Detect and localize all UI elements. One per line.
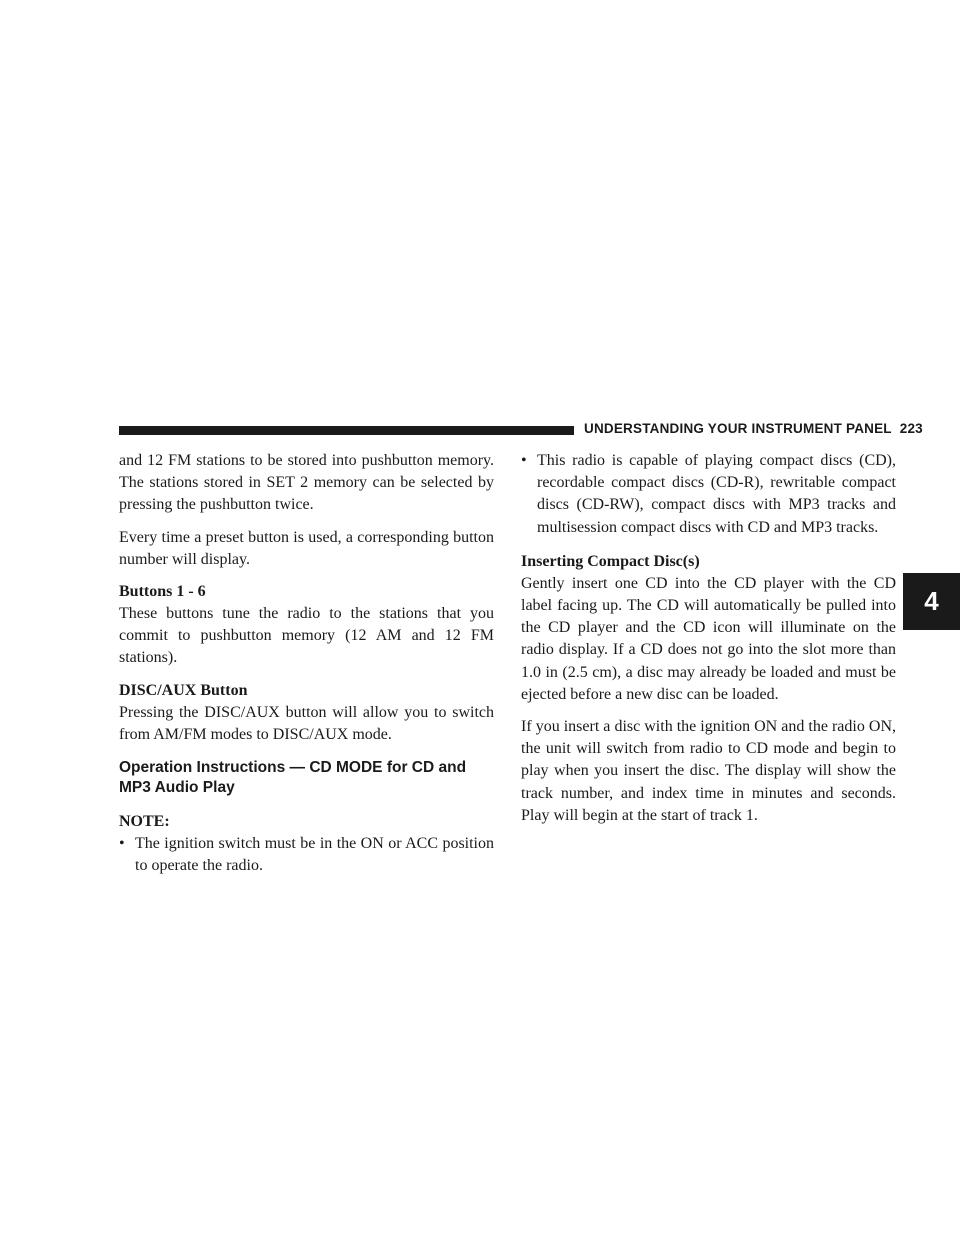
heading-disc-aux: DISC/AUX Button — [119, 681, 248, 699]
section-heading-line1: Operation Instructions — CD MODE for CD and — [119, 759, 467, 777]
bullet-icon: • — [521, 452, 527, 469]
right-column — [521, 450, 896, 837]
paragraph-disc-aux: Pressing the DISC/AUX button will allow you to switch from AM/FM modes to DISC/AUX mode. — [119, 703, 494, 743]
note-label: NOTE: — [119, 813, 170, 831]
section-heading-cd-mode — [119, 758, 494, 798]
running-header — [584, 421, 923, 436]
paragraph-inserting: Gently insert one CD into the CD player with the CD label facing up. The CD will automatically be pulled into the CD player and the CD icon will illuminate on the radio display. If a CD does not go into the slot more than 1.0 in (2.5 cm), a disc may already be loaded and must be ejected before a new disc can be loaded. — [521, 574, 896, 703]
section-heading-line2: MP3 Audio Play — [119, 779, 235, 797]
paragraph-ignition: If you insert a disc with the ignition ON and the radio ON, the unit will switch from radio to CD mode and begin to play when you insert the disc. The display will show the track number, and index time in minutes and seconds. Play will begin at the start of track 1. — [521, 718, 896, 824]
section-title: UNDERSTANDING YOUR INSTRUMENT PANEL — [584, 421, 892, 436]
note-bullet-text: The ignition switch must be in the ON or ACC position to operate the radio. — [135, 835, 494, 875]
capability-bullet-item — [521, 450, 896, 539]
heading-inserting: Inserting Compact Disc(s) — [521, 552, 700, 570]
paragraph-preset-memory: and 12 FM stations to be stored into pushbutton memory. The stations stored in SET 2 memory can be selected by pressing the pushbutton twice. — [119, 452, 494, 514]
chapter-tab: 4 — [903, 573, 960, 630]
note-bullet-item — [119, 833, 494, 877]
bullet-icon: • — [119, 835, 125, 853]
header-rule — [119, 426, 574, 435]
left-column — [119, 450, 494, 889]
page-number: 223 — [899, 421, 923, 436]
paragraph-preset-display: Every time a preset button is used, a corresponding button number will display. — [119, 528, 494, 568]
heading-buttons: Buttons 1 - 6 — [119, 583, 206, 601]
capability-bullet-text: This radio is capable of playing compact discs (CD), recordable compact discs (CD-R), rewritable compact discs (CD-RW), compact discs with MP3 tracks and multisession compact discs with CD and MP3 tracks. — [537, 452, 896, 536]
paragraph-buttons: These buttons tune the radio to the stations that you commit to pushbutton memory (12 AM and 12 FM stations). — [119, 605, 494, 667]
